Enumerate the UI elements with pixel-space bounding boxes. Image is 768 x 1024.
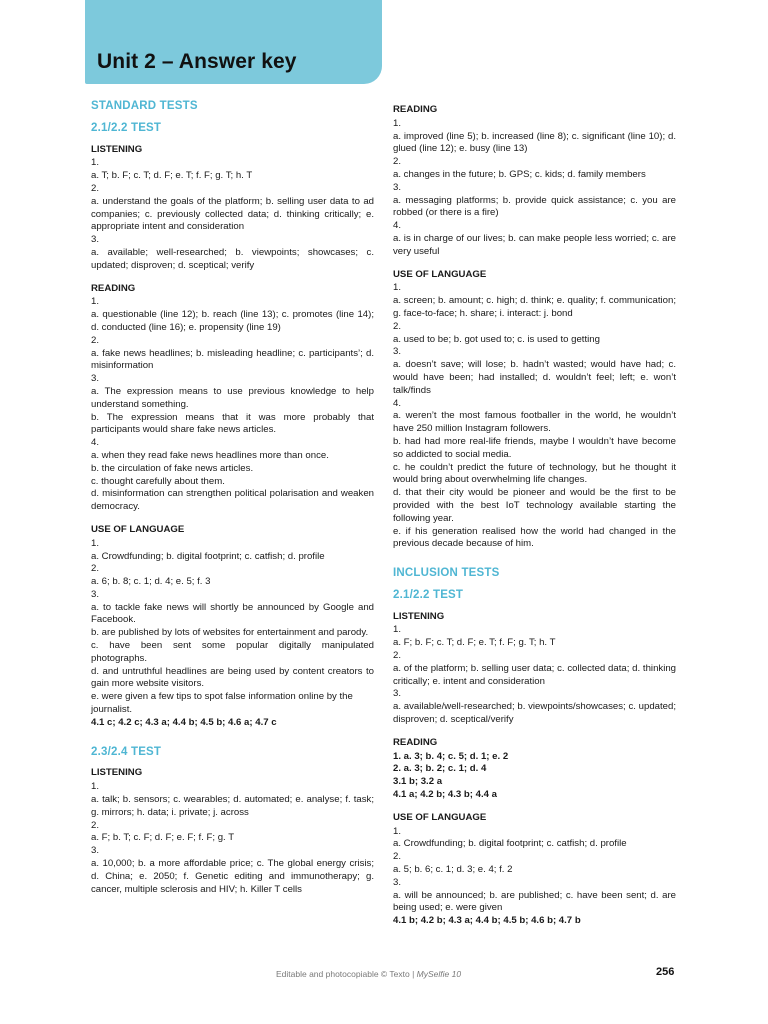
footer-copyright <box>276 969 461 979</box>
section-standard-tests: STANDARD TESTS <box>91 100 198 112</box>
answer-line: c. thought carefully about them. <box>91 475 225 487</box>
answer-line: a. when they read fake news headlines more than once. <box>91 449 329 461</box>
answer-line: e. were given a few tips to spot false information online by the <box>91 691 353 703</box>
answer-line: a. messaging platforms; b. provide quick assistance; c. you are robbed (or there is a fire) <box>393 194 676 219</box>
answer-line: a. The expression means to use previous knowledge to help understand something. <box>91 385 374 410</box>
answer-line: 3. <box>393 876 402 888</box>
answer-line: a. used to be; b. got used to; c. is used to getting <box>393 333 600 345</box>
answer-line: a. improved (line 5); b. increased (line 8); c. significant (line 10); d. glued (line 12); e. busy (line 13) <box>393 130 676 155</box>
page-number: 256 <box>656 966 675 978</box>
answer-line: 2. <box>91 334 100 346</box>
footer-book-title: MySelfie 10 <box>416 969 462 979</box>
answer-line: a. F; b. T; c. F; d. F; e. F; f. F; g. T <box>91 832 235 844</box>
reading-heading: READING <box>393 104 438 115</box>
test-heading-23: 2.3/2.4 TEST <box>91 745 162 758</box>
answer-line: a. doesn’t save; will lose; b. hadn’t wasted; would have had; c. would have been; had installed; d. wouldn’t feel; left; e. won’t talk/finds <box>393 359 676 396</box>
answer-line: a. Crowdfunding; b. digital footprint; c. catfish; d. profile <box>91 550 325 562</box>
reading-answers <box>393 118 676 259</box>
answer-line: d. that their city would be pioneer and would be the first to be provided with the best IoT technology available starting the following year. <box>393 487 676 524</box>
use-of-language-answers <box>91 538 374 730</box>
answer-line: 3. <box>393 346 402 358</box>
use-of-language-answers <box>393 826 676 928</box>
answer-line: 1. a. 3; b. 4; c. 5; d. 1; e. 2 <box>393 750 509 762</box>
answer-line: 4.1 c; 4.2 c; 4.3 a; 4.4 b; 4.5 b; 4.6 a; 4.7 c <box>91 716 277 728</box>
answer-line: 4.1 b; 4.2 b; 4.3 a; 4.4 b; 4.5 b; 4.6 b; 4.7 b <box>393 915 581 927</box>
answer-line: 3. <box>91 234 100 246</box>
answer-line: b. The expression means that it was more probably that participants would share fake news articles. <box>91 411 374 436</box>
answer-line: 1. <box>393 624 402 636</box>
answer-line: b. are published by lots of websites for entertainment and parody. <box>91 627 369 639</box>
reading-heading: READING <box>91 282 136 294</box>
answer-line: 1. <box>91 781 100 793</box>
answer-line: 3. <box>91 845 100 857</box>
use-of-language-heading: USE OF LANGUAGE <box>393 811 487 823</box>
answer-line: a. Crowdfunding; b. digital footprint; c. catfish; d. profile <box>393 838 627 850</box>
section-inclusion-tests: INCLUSION TESTS <box>393 567 500 580</box>
answer-line: 2. <box>91 182 100 194</box>
answer-line: 1. <box>91 537 100 549</box>
answer-line: a. will be announced; b. are published; c. have been sent; d. are being used; e. were given <box>393 889 676 914</box>
listening-answers <box>393 624 676 726</box>
listening-answers <box>91 781 374 896</box>
answer-line: e. if his generation realised how the world had changed in the previous decade because of him. <box>393 525 676 550</box>
answer-line: 2. <box>393 156 402 168</box>
footer-prefix: Editable and photocopiable © Texto | <box>276 969 417 979</box>
answer-line: 2. <box>91 563 100 575</box>
answer-line: d. and untruthful headlines are being used by content creators to gain more website visitors. <box>91 665 374 690</box>
answer-line: a. understand the goals of the platform; b. selling user data to ad companies; c. previously collected data; d. thinking critically; e. appropriate intent and consideration <box>91 195 374 233</box>
answer-line: 4. <box>393 220 402 232</box>
answer-line: c. he couldn’t predict the future of technology, but he thought it would bring about overwhelming life changes. <box>393 461 676 486</box>
answer-line: 3. <box>393 181 402 193</box>
answer-line: 1. <box>393 117 402 129</box>
answer-line: a. talk; b. sensors; c. wearables; d. automated; e. analyse; f. task; g. mirrors; h. data; i. private; j. across <box>91 794 374 818</box>
answer-line: a. fake news headlines; b. misleading headline; c. participants’; d. misinformation <box>91 347 374 372</box>
left-column <box>91 100 374 896</box>
answer-line: a. F; b. F; c. T; d. F; e. T; f. F; g. T; h. T <box>393 637 556 649</box>
answer-line: a. changes in the future; b. GPS; c. kids; d. family members <box>393 168 646 180</box>
use-of-language-answers <box>393 282 676 551</box>
answer-line: 3.1 b; 3.2 a <box>393 776 443 788</box>
right-column <box>393 104 676 928</box>
answer-line: 2. <box>393 650 402 662</box>
reading-answers <box>91 296 374 514</box>
answer-line: a. available; well-researched; b. viewpoints; showcases; c. updated; disproven; d. sceptical; verify <box>91 246 374 271</box>
answer-line: a. 5; b. 6; c. 1; d. 3; e. 4; f. 2 <box>393 864 513 876</box>
answer-line: 2. <box>91 819 100 831</box>
listening-answers <box>91 157 374 272</box>
answer-line: a. 6; b. 8; c. 1; d. 4; e. 5; f. 3 <box>91 576 211 588</box>
answer-line: 4.1 a; 4.2 b; 4.3 b; 4.4 a <box>393 789 497 801</box>
answer-line: 1. <box>91 157 100 169</box>
test-heading-21: 2.1/2.2 TEST <box>393 588 464 601</box>
answer-line: 4. <box>393 397 402 409</box>
answer-line: 2. <box>393 851 402 863</box>
answer-line: 1. <box>393 825 402 837</box>
use-of-language-heading: USE OF LANGUAGE <box>91 523 185 535</box>
test-heading-21: 2.1/2.2 TEST <box>91 121 162 134</box>
answer-line: 1. <box>393 282 402 294</box>
answer-line: a. T; b. F; c. T; d. F; e. T; f. F; g. T; h. T <box>91 170 253 182</box>
answer-line: 4. <box>91 437 100 449</box>
answer-line: 1. <box>91 296 100 308</box>
listening-heading: LISTENING <box>91 143 143 155</box>
answer-line: a. weren’t the most famous footballer in the world, he wouldn’t have 250 million Instagram followers. <box>393 410 676 435</box>
answer-line: 2. <box>393 320 402 332</box>
answer-line: a. of the platform; b. selling user data; c. collected data; d. thinking critically; e. intent and consideration <box>393 662 676 687</box>
reading-heading: READING <box>393 736 438 748</box>
answer-line: c. have been sent some popular digitally manipulated photographs. <box>91 640 374 664</box>
answer-line: a. is in charge of our lives; b. can make people less worried; c. are very useful <box>393 232 676 257</box>
answer-line: 2. a. 3; b. 2; c. 1; d. 4 <box>393 763 487 775</box>
answer-line: d. misinformation can strengthen political polarisation and weaken democracy. <box>91 488 374 513</box>
use-of-language-heading: USE OF LANGUAGE <box>393 268 487 280</box>
answer-line: 3. <box>91 373 100 385</box>
answer-line: a. screen; b. amount; c. high; d. think; e. quality; f. communication; g. face-to-face; h. share; i. interact: j. bond <box>393 295 676 319</box>
answer-line: a. available/well-researched; b. viewpoints/showcases; c. updated; disproven; d. sceptical/verify <box>393 701 676 726</box>
answer-line: 3. <box>393 688 402 700</box>
answer-line: a. to tackle fake news will shortly be announced by Google and Facebook. <box>91 601 374 626</box>
answer-line: journalist. <box>91 704 133 716</box>
listening-heading: LISTENING <box>91 767 143 779</box>
page-title: Unit 2 – Answer key <box>97 50 297 73</box>
answer-line: b. the circulation of fake news articles. <box>91 462 254 474</box>
reading-answers <box>393 751 676 802</box>
answer-line: a. questionable (line 12); b. reach (line 13); c. promotes (line 14); d. conducted (line 16); e. propensity (line 19) <box>91 309 374 333</box>
answer-line: a. 10,000; b. a more affordable price; c. The global energy crisis; d. China; e. 2050; f. Genetic editing and immunotherapy; g. cancer, multiple sclerosis and HIV; h. Killer T cells <box>91 858 374 895</box>
answer-line: b. had had more real-life friends, maybe I wouldn’t have become so addicted to social media. <box>393 435 676 460</box>
answer-line: 3. <box>91 588 100 600</box>
listening-heading: LISTENING <box>393 610 445 622</box>
